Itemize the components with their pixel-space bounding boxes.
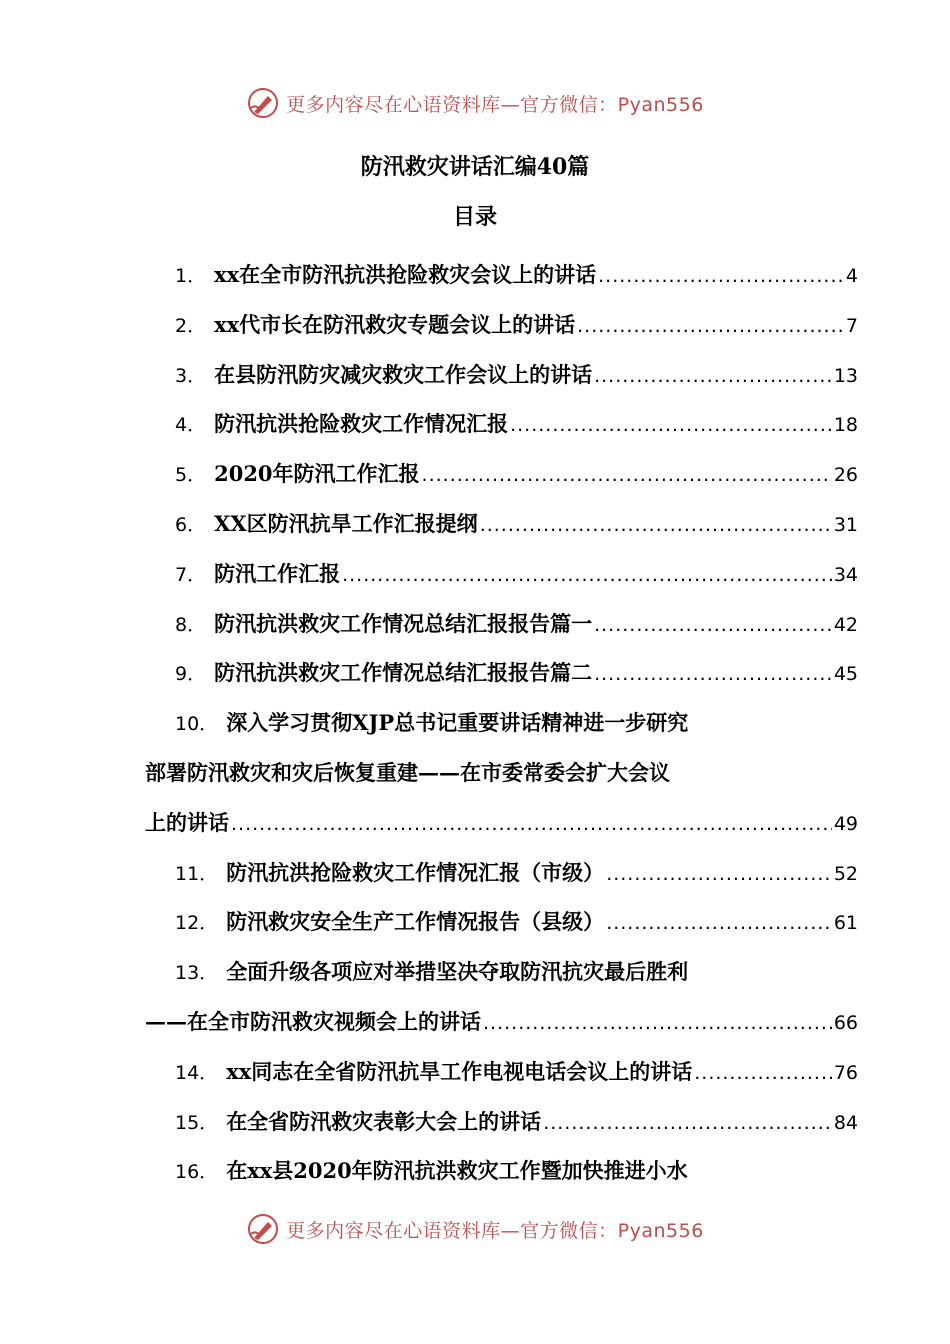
table-of-contents [145,250,858,1196]
toc-entry-page: 13 [833,364,858,387]
toc-entry-title: 在xx县2020年防汛抗洪救灾工作暨加快推进小水 [226,1158,688,1184]
toc-entry-title: xx在全市防汛抗洪抢险救灾会议上的讲话 [214,262,597,287]
toc-entry-title: 防汛抗洪抢险救灾工作情况汇报 [214,411,509,437]
toc-entry-title: 防汛抗洪救灾工作情况总结汇报报告篇二 [214,660,593,686]
toc-entry-number: 14． [175,1061,219,1084]
toc-entry[interactable] [145,250,858,300]
toc-leader-dots [510,401,832,451]
toc-entry[interactable] [145,499,858,549]
document-title: 防汛救灾讲话汇编40篇 [360,154,590,180]
toc-leader-dots [422,451,832,501]
toc-entry-title: 部署防汛救灾和灾后恢复重建——在市委常委会扩大会议 [145,759,670,785]
toc-entry[interactable] [145,947,858,997]
watermark-banner-bottom [0,1212,950,1246]
toc-entry-number: 9． [175,663,207,686]
toc-leader-dots [694,1049,832,1099]
toc-entry-number: 12． [175,912,219,935]
toc-entry-page: 26 [833,464,858,487]
toc-entry-page: 4 [845,265,858,287]
toc-leader-dots [594,352,832,402]
toc-entry-title: 在县防汛防灾减灾救灾工作会议上的讲话 [214,361,593,387]
toc-leader-dots [231,800,832,850]
toc-entry-continuation[interactable] [145,997,858,1047]
toc-entry-title: 防汛工作汇报 [214,560,341,586]
toc-entry-title: 防汛抗洪救灾工作情况总结汇报报告篇一 [214,610,593,636]
toc-entry-page: 42 [833,613,858,636]
toc-entry-page: 52 [833,862,858,885]
toc-entry-number: 3． [175,364,207,387]
watermark-text: 更多内容尽在心语资料库—官方微信：Pyan556 [286,93,704,116]
toc-entry[interactable] [145,399,858,449]
toc-leader-dots [543,1099,832,1149]
toc-entry[interactable] [145,350,858,400]
toc-entry-continuation[interactable] [145,748,858,798]
toc-entry[interactable] [145,1047,858,1097]
toc-entry-number: 13． [175,962,219,985]
toc-entry-title: 防汛抗洪抢险救灾工作情况汇报（市级） [226,859,605,885]
toc-entry-page: 45 [833,663,858,686]
toc-entry-number: 7． [175,563,207,586]
toc-heading: 目录 [452,204,497,230]
toc-entry-number: 16． [175,1161,219,1184]
toc-entry[interactable] [145,1097,858,1147]
toc-entry-page: 49 [833,812,858,835]
toc-entry-title: 防汛救灾安全生产工作情况报告（县级） [226,909,605,935]
toc-entry-number: 10． [175,713,219,736]
toc-leader-dots [480,501,832,551]
toc-entry-number: 4． [175,414,207,437]
toc-entry[interactable] [145,897,858,947]
toc-leader-dots [342,551,832,601]
toc-entry-number: 15． [175,1111,219,1134]
watermark-banner-top [0,86,950,120]
toc-entry-title: 上的讲话 [145,809,229,835]
toc-leader-dots [598,252,844,302]
toc-entry-page: 34 [833,563,858,586]
toc-leader-dots [606,899,832,949]
toc-entry[interactable] [145,549,858,599]
toc-entry-page: 61 [833,912,858,935]
toc-entry-title: 在全省防汛救灾表彰大会上的讲话 [226,1108,542,1134]
toc-leader-dots [606,850,832,900]
watermark-text: 更多内容尽在心语资料库—官方微信：Pyan556 [286,1219,704,1242]
toc-entry[interactable] [145,648,858,698]
toc-entry-number: 5． [175,464,207,487]
toc-entry-title: XX区防汛抗旱工作汇报提纲 [214,510,478,536]
toc-entry-number: 11． [175,862,219,885]
toc-entry-page: 18 [833,414,858,437]
toc-entry-page: 31 [833,513,858,536]
toc-leader-dots [483,999,832,1049]
toc-entry-title: 2020年防汛工作汇报 [214,461,420,487]
toc-entry-page: 66 [833,1011,858,1034]
toc-entry[interactable] [145,848,858,898]
toc-entry-continuation[interactable] [145,798,858,848]
toc-entry-number: 8． [175,613,207,636]
toc-leader-dots [577,302,844,352]
toc-entry[interactable] [145,449,858,499]
pen-nib-icon [246,86,280,120]
toc-entry-title: 深入学习贯彻XJP总书记重要讲话精神进一步研究 [226,710,689,736]
toc-leader-dots [594,601,832,651]
toc-entry-title: 全面升级各项应对举措坚决夺取防汛抗灾最后胜利 [226,959,689,985]
toc-entry-number: 6． [175,513,207,536]
toc-entry[interactable] [145,300,858,350]
toc-entry[interactable] [145,1146,858,1196]
toc-entry-page: 7 [845,314,858,337]
toc-entry-number: 1． [175,265,207,287]
toc-entry[interactable] [145,698,858,748]
pen-nib-icon [246,1212,280,1246]
toc-leader-dots [594,650,832,700]
toc-entry[interactable] [145,599,858,649]
toc-entry-title: xx同志在全省防汛抗旱工作电视电话会议上的讲话 [226,1058,693,1084]
toc-entry-number: 2． [175,314,207,337]
toc-entry-title: xx代市长在防汛救灾专题会议上的讲话 [214,311,576,337]
toc-entry-page: 84 [833,1111,858,1134]
toc-entry-page: 76 [833,1061,858,1084]
toc-entry-title: ——在全市防汛救灾视频会上的讲话 [145,1008,481,1034]
